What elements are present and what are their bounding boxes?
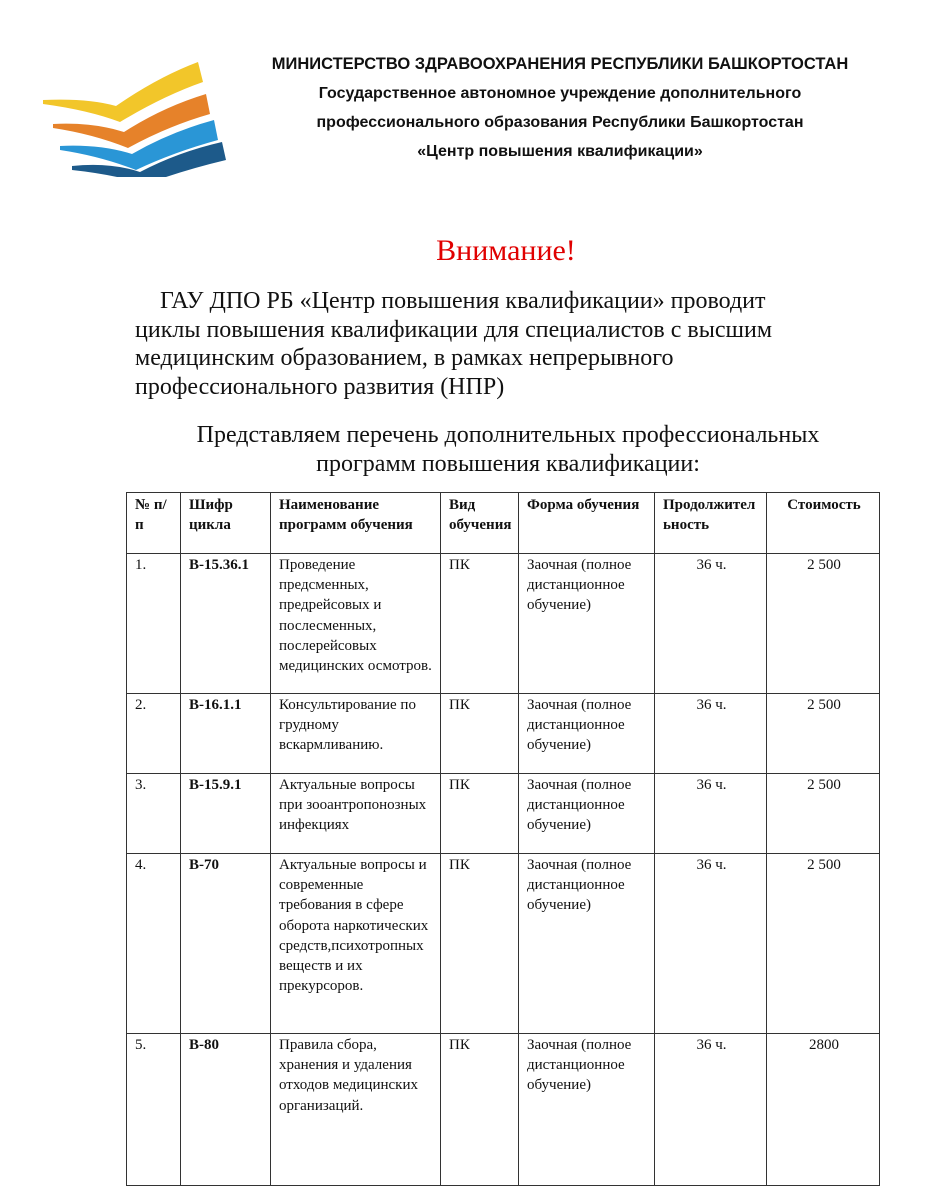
cell-code: В-70 <box>181 854 271 1034</box>
intro-line: циклы повышения квалификации для специалистов с высшим <box>135 316 773 343</box>
cell-form: Заочная (полное дистанционное обучение) <box>519 774 655 854</box>
cell-number: 2. <box>127 694 181 774</box>
table-row <box>127 854 880 1034</box>
center-name: «Центр повышения квалификации» <box>417 143 703 160</box>
table-row <box>127 774 880 854</box>
cell-price: 2 500 <box>767 694 880 774</box>
cell-price: 2800 <box>767 1034 880 1186</box>
cell-price: 2 500 <box>767 554 880 694</box>
intro-line: медицинским образованием, в рамках непрерывного <box>135 345 674 371</box>
cell-duration: 36 ч. <box>655 694 767 774</box>
cell-number: 4. <box>127 854 181 1034</box>
col-header-program-name: Наименование программ обучения <box>271 493 441 554</box>
table-row <box>127 1034 880 1186</box>
col-header-price: Стоимость <box>767 493 880 554</box>
cell-program-name: Правила сбора, хранения и удаления отходов медицинских организаций. <box>271 1034 441 1186</box>
cell-kind: ПК <box>441 854 519 1034</box>
cell-price: 2 500 <box>767 854 880 1034</box>
institution-name-line2: профессионального образования Республики Башкортостан <box>316 114 804 131</box>
col-header-duration: Продолжительность <box>655 493 767 554</box>
table-row <box>127 694 880 774</box>
cell-form: Заочная (полное дистанционное обучение) <box>519 554 655 694</box>
intro-line: ГАУ ДПО РБ «Центр повышения квалификации» проводит <box>160 288 766 314</box>
cell-form: Заочная (полное дистанционное обучение) <box>519 1034 655 1186</box>
col-header-code: Шифр цикла <box>181 493 271 554</box>
intro-line: профессионального развития (НПР) <box>135 373 505 400</box>
cell-program-name: Проведение предсменных, предрейсовых и послесменных, послерейсовых медицинских осмотров. <box>271 554 441 694</box>
cell-code: В-15.9.1 <box>181 774 271 854</box>
cell-code: В-15.36.1 <box>181 554 271 694</box>
table-row <box>127 554 880 694</box>
organization-header <box>230 50 890 166</box>
cell-duration: 36 ч. <box>655 1034 767 1186</box>
cell-kind: ПК <box>441 774 519 854</box>
table-header-row <box>127 493 880 554</box>
cell-kind: ПК <box>441 554 519 694</box>
cell-program-name: Актуальные вопросы и современные требования в сфере оборота наркотических средств,психотропных веществ и их прекурсоров. <box>271 854 441 1034</box>
cell-number: 5. <box>127 1034 181 1186</box>
ministry-logo <box>38 52 228 177</box>
cell-duration: 36 ч. <box>655 774 767 854</box>
cell-code: В-16.1.1 <box>181 694 271 774</box>
programs-list-heading <box>120 421 896 478</box>
cell-number: 3. <box>127 774 181 854</box>
cell-code: В-80 <box>181 1034 271 1186</box>
cell-program-name: Консультирование по грудному вскармливанию. <box>271 694 441 774</box>
col-header-number: № п/п <box>127 493 181 554</box>
cell-form: Заочная (полное дистанционное обучение) <box>519 854 655 1034</box>
cell-duration: 36 ч. <box>655 554 767 694</box>
cell-form: Заочная (полное дистанционное обучение) <box>519 694 655 774</box>
cell-duration: 36 ч. <box>655 854 767 1034</box>
cell-kind: ПК <box>441 694 519 774</box>
intro-paragraph <box>135 287 855 401</box>
col-header-kind: Вид обучения <box>441 493 519 554</box>
col-header-form: Форма обучения <box>519 493 655 554</box>
cell-program-name: Актуальные вопросы при зооантропонозных инфекциях <box>271 774 441 854</box>
attention-heading: Внимание! <box>436 234 576 267</box>
institution-name-line1: Государственное автономное учреждение дополнительного <box>318 85 802 102</box>
heading-line: Представляем перечень дополнительных профессиональных <box>196 422 820 448</box>
ministry-name: МИНИСТЕРСТВО ЗДРАВООХРАНЕНИЯ РЕСПУБЛИКИ БАШКОРТОСТАН <box>271 55 849 73</box>
cell-price: 2 500 <box>767 774 880 854</box>
cell-number: 1. <box>127 554 181 694</box>
heading-line: программ повышения квалификации: <box>316 450 700 477</box>
cell-kind: ПК <box>441 1034 519 1186</box>
programs-table <box>126 492 880 1186</box>
